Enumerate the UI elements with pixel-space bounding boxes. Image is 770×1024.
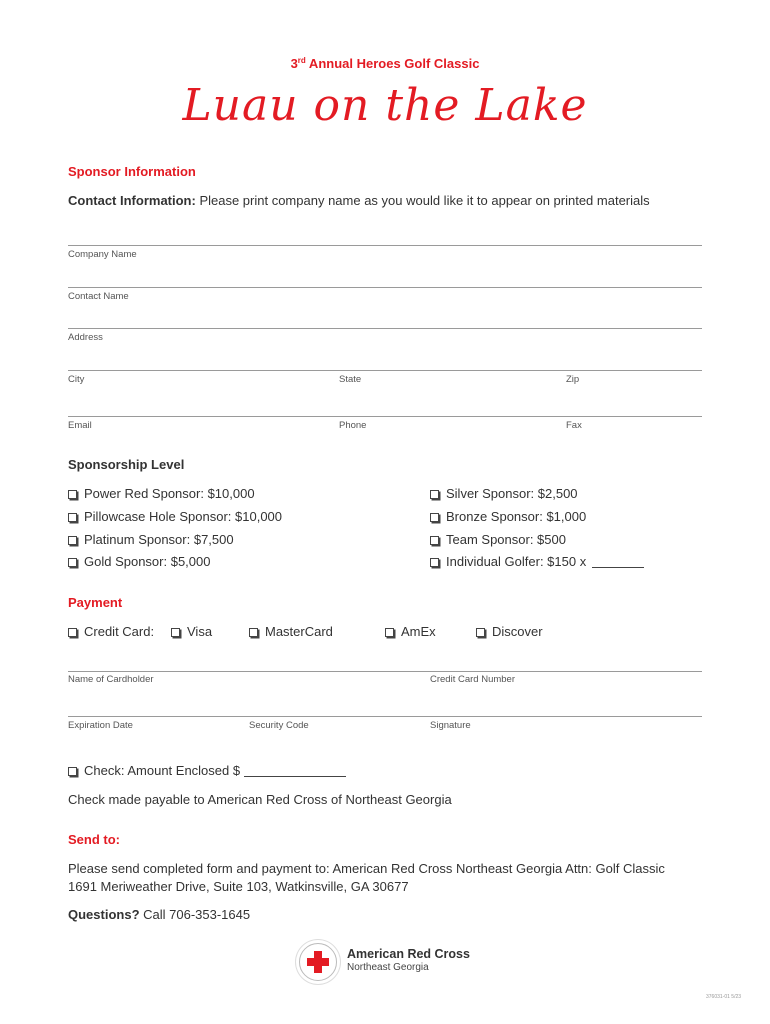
email-phone-fax-field[interactable] <box>68 416 702 417</box>
checkbox-icon <box>68 628 77 637</box>
expiration-date-label: Expiration Date <box>68 720 133 731</box>
email-label: Email <box>68 420 92 431</box>
discover-label: Discover <box>492 624 543 639</box>
organization-name: American Red Cross <box>347 947 470 961</box>
individual-golfer-option[interactable] <box>430 554 644 569</box>
checkbox-icon <box>249 628 258 637</box>
script-title: Luau on the Lake <box>182 80 588 131</box>
company-name-label: Company Name <box>68 249 137 260</box>
team-sponsor-option[interactable] <box>430 532 566 547</box>
contact-information-text: Please print company name as you would like it to appear on printed materials <box>195 193 650 208</box>
sponsor-information-heading: Sponsor Information <box>68 164 196 179</box>
option-label: Power Red Sponsor: $10,000 <box>84 486 255 501</box>
send-to-heading: Send to: <box>68 832 120 847</box>
questions-label: Questions? <box>68 907 140 922</box>
ordinal-suffix: rd <box>297 56 306 65</box>
checkbox-icon <box>430 558 439 567</box>
pillowcase-hole-sponsor-option[interactable] <box>68 509 282 524</box>
cardholder-card-number-field[interactable] <box>68 671 702 672</box>
checkbox-icon <box>68 536 77 545</box>
golfer-count-blank[interactable] <box>592 555 644 568</box>
form-code: 376031-01 5/23 <box>706 994 742 1000</box>
bronze-sponsor-option[interactable] <box>430 509 586 524</box>
name-of-cardholder-label: Name of Cardholder <box>68 674 154 685</box>
checkbox-icon <box>68 558 77 567</box>
amount-enclosed-blank[interactable] <box>244 764 346 777</box>
send-to-line-2: 1691 Meriweather Drive, Suite 103, Watkinsville, GA 30677 <box>68 879 409 894</box>
credit-card-label: Credit Card: <box>84 624 155 639</box>
event-title <box>0 56 770 71</box>
checkbox-icon <box>476 628 485 637</box>
send-to-line-1: Please send completed form and payment to: American Red Cross Northeast Georgia Attn: Golf Classic <box>68 861 665 876</box>
credit-card-option[interactable] <box>68 624 154 639</box>
red-cross-icon <box>299 943 337 981</box>
discover-option[interactable] <box>476 624 543 639</box>
amex-option[interactable] <box>385 624 436 639</box>
security-code-label: Security Code <box>249 720 309 731</box>
contact-name-field[interactable] <box>68 287 702 288</box>
company-name-field[interactable] <box>68 245 702 246</box>
checkbox-icon <box>68 513 77 522</box>
check-payable-note: Check made payable to American Red Cross of Northeast Georgia <box>68 792 452 807</box>
checkbox-icon <box>68 767 77 776</box>
payment-heading: Payment <box>68 595 123 610</box>
power-red-sponsor-option[interactable] <box>68 486 255 501</box>
contact-information-label: Contact Information: <box>68 193 196 208</box>
contact-name-label: Contact Name <box>68 291 129 302</box>
address-label: Address <box>68 332 103 343</box>
questions-phone: Call 706-353-1645 <box>139 907 251 922</box>
mastercard-label: MasterCard <box>265 624 333 639</box>
amex-label: AmEx <box>401 624 436 639</box>
checkbox-icon <box>430 513 439 522</box>
option-label: Platinum Sponsor: $7,500 <box>84 532 234 547</box>
option-label: Individual Golfer: $150 x <box>446 554 587 569</box>
visa-option[interactable] <box>171 624 212 639</box>
platinum-sponsor-option[interactable] <box>68 532 234 547</box>
check-label: Check: Amount Enclosed $ <box>84 763 241 778</box>
credit-card-number-label: Credit Card Number <box>430 674 515 685</box>
expiration-security-signature-field[interactable] <box>68 716 702 717</box>
checkbox-icon <box>385 628 394 637</box>
organization-region: Northeast Georgia <box>347 962 429 973</box>
mastercard-option[interactable] <box>249 624 333 639</box>
cross-horizontal-bar <box>307 958 329 966</box>
city-state-zip-field[interactable] <box>68 370 702 371</box>
option-label: Silver Sponsor: $2,500 <box>446 486 578 501</box>
questions-line <box>68 907 250 922</box>
option-label: Pillowcase Hole Sponsor: $10,000 <box>84 509 283 524</box>
signature-label: Signature <box>430 720 471 731</box>
sponsorship-level-heading: Sponsorship Level <box>68 457 185 472</box>
checkbox-icon <box>430 490 439 499</box>
visa-label: Visa <box>187 624 213 639</box>
contact-information-line <box>68 193 650 208</box>
address-field[interactable] <box>68 328 702 329</box>
silver-sponsor-option[interactable] <box>430 486 578 501</box>
gold-sponsor-option[interactable] <box>68 554 210 569</box>
state-label: State <box>339 374 362 385</box>
option-label: Bronze Sponsor: $1,000 <box>446 509 587 524</box>
phone-label: Phone <box>339 420 367 431</box>
checkbox-icon <box>430 536 439 545</box>
event-title-text: Annual Heroes Golf Classic <box>305 56 480 71</box>
fax-label: Fax <box>566 420 582 431</box>
ordinal-number: 3 <box>290 56 298 71</box>
option-label: Gold Sponsor: $5,000 <box>84 554 211 569</box>
zip-label: Zip <box>566 374 580 385</box>
city-label: City <box>68 374 85 385</box>
checkbox-icon <box>171 628 180 637</box>
option-label: Team Sponsor: $500 <box>446 532 566 547</box>
checkbox-icon <box>68 490 77 499</box>
check-option[interactable] <box>68 763 346 778</box>
